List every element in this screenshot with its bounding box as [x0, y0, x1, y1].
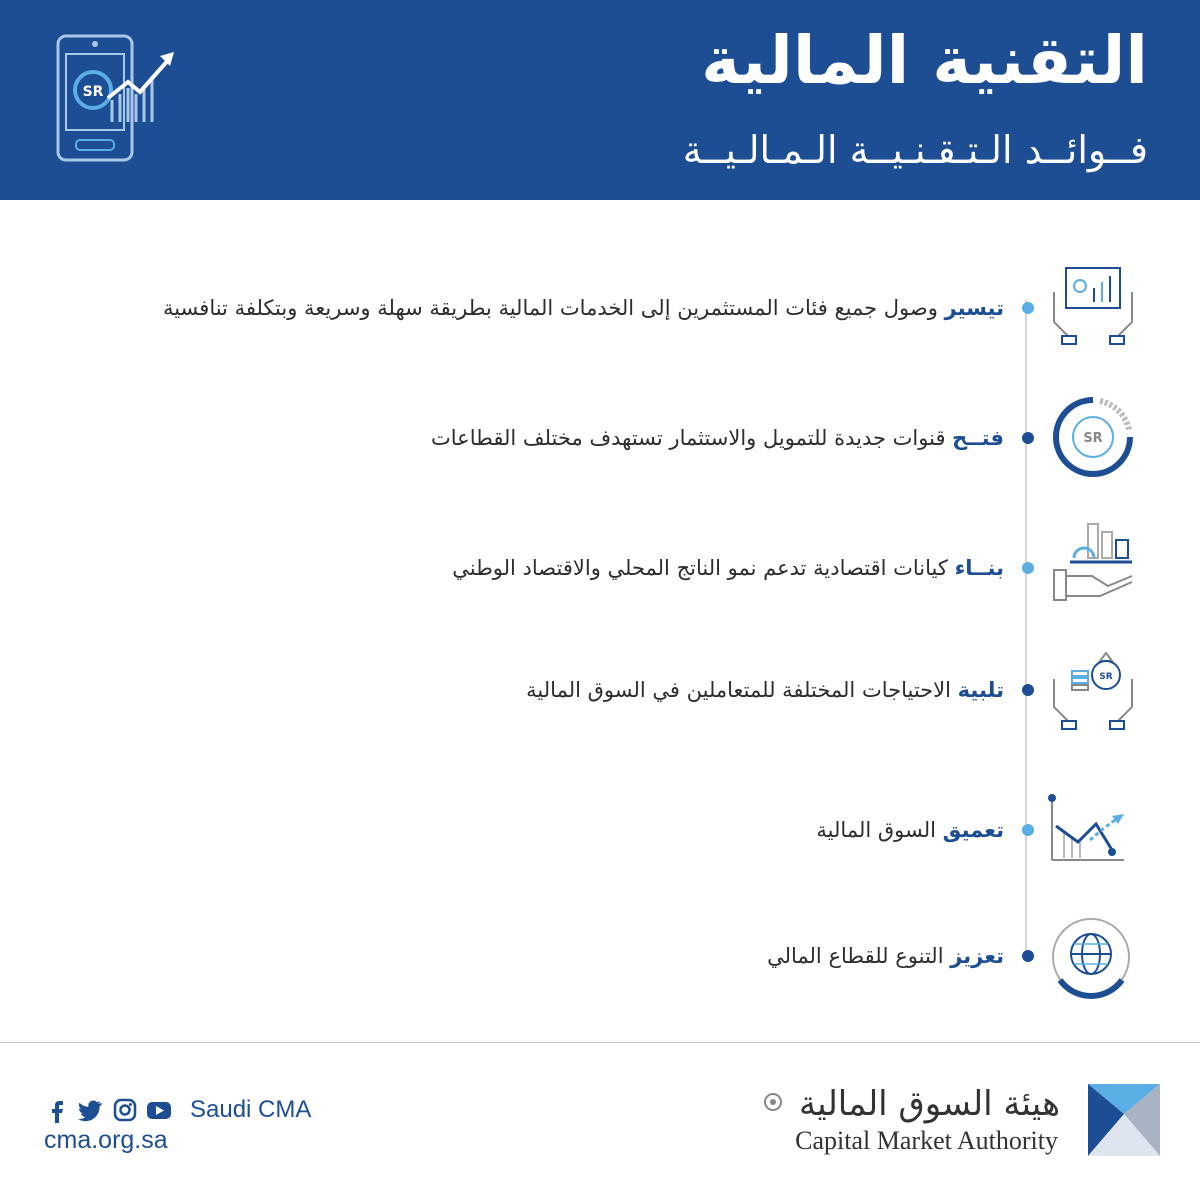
bullet-dot	[1022, 824, 1034, 836]
instagram-icon[interactable]	[112, 1097, 138, 1123]
benefit-item-4	[74, 670, 1034, 710]
benefit-text	[452, 548, 1004, 588]
benefit-keyword: تلبية	[957, 678, 1004, 702]
benefit-item-1	[74, 288, 1034, 328]
line-chart-icon	[1044, 790, 1134, 880]
benefit-item-5	[74, 810, 1034, 850]
globe-icon	[1046, 912, 1136, 1002]
social-handle[interactable]: Saudi CMA	[190, 1096, 312, 1123]
org-name-english: Capital Market Authority	[795, 1126, 1058, 1155]
benefit-item-2	[74, 418, 1034, 458]
cma-logo-icon	[1088, 1084, 1160, 1156]
footer-divider	[0, 1042, 1200, 1043]
sr-gauge-icon	[1048, 392, 1138, 482]
hands-chart-icon	[1048, 262, 1138, 352]
header-banner	[0, 0, 1200, 200]
timeline-line	[1025, 300, 1027, 960]
benefit-description: الاحتياجات المختلفة للمتعاملين في السوق المالية	[526, 678, 951, 702]
benefit-item-3	[74, 548, 1034, 588]
benefit-keyword: تيسير	[944, 296, 1004, 320]
bullet-dot	[1022, 950, 1034, 962]
benefit-description: وصول جميع فئات المستثمرين إلى الخدمات المالية بطريقة سهلة وسريعة وبتكلفة تنافسية	[162, 296, 938, 320]
bullet-dot	[1022, 302, 1034, 314]
benefit-text	[767, 936, 1004, 976]
benefit-description: التنوع للقطاع المالي	[767, 944, 944, 968]
benefit-description: السوق المالية	[816, 818, 936, 842]
benefit-keyword: تعزيز	[950, 944, 1004, 968]
phone-sr-growth-icon	[48, 32, 188, 172]
bullet-dot	[1022, 432, 1034, 444]
bullet-dot	[1022, 684, 1034, 696]
benefit-keyword: بنــاء	[954, 556, 1004, 580]
page-title: التقنية المالية	[701, 22, 1148, 99]
benefit-description: قنوات جديدة للتمويل والاستثمار تستهدف مختلف القطاعات	[431, 426, 946, 450]
facebook-icon[interactable]	[44, 1097, 70, 1123]
social-links	[44, 1096, 311, 1124]
benefit-text	[526, 670, 1004, 710]
hands-moneybag-icon	[1048, 645, 1138, 735]
twitter-icon[interactable]	[78, 1097, 104, 1123]
hand-buildings-icon	[1048, 520, 1138, 610]
bullet-dot	[1022, 562, 1034, 574]
benefit-keyword: فتــح	[952, 426, 1004, 450]
svg-text:SR: SR	[82, 84, 104, 100]
page-subtitle: فــوائــد الـتـقـنـيــة الـمـالـيــة	[682, 128, 1148, 172]
benefit-text	[163, 288, 1004, 328]
benefit-text	[816, 810, 1004, 850]
svg-text:SR: SR	[1083, 431, 1103, 446]
benefit-text	[431, 418, 1004, 458]
youtube-icon[interactable]	[146, 1097, 172, 1123]
website-link[interactable]: cma.org.sa	[44, 1126, 168, 1154]
org-name-arabic: هيئة السوق المالية	[798, 1084, 1060, 1124]
svg-text:SR: SR	[1099, 672, 1113, 682]
benefit-item-6	[74, 936, 1034, 976]
benefit-description: كيانات اقتصادية تدعم نمو الناتج المحلي والاقتصاد الوطني	[452, 556, 948, 580]
benefit-keyword: تعميق	[942, 818, 1004, 842]
emblem-icon	[763, 1092, 783, 1112]
